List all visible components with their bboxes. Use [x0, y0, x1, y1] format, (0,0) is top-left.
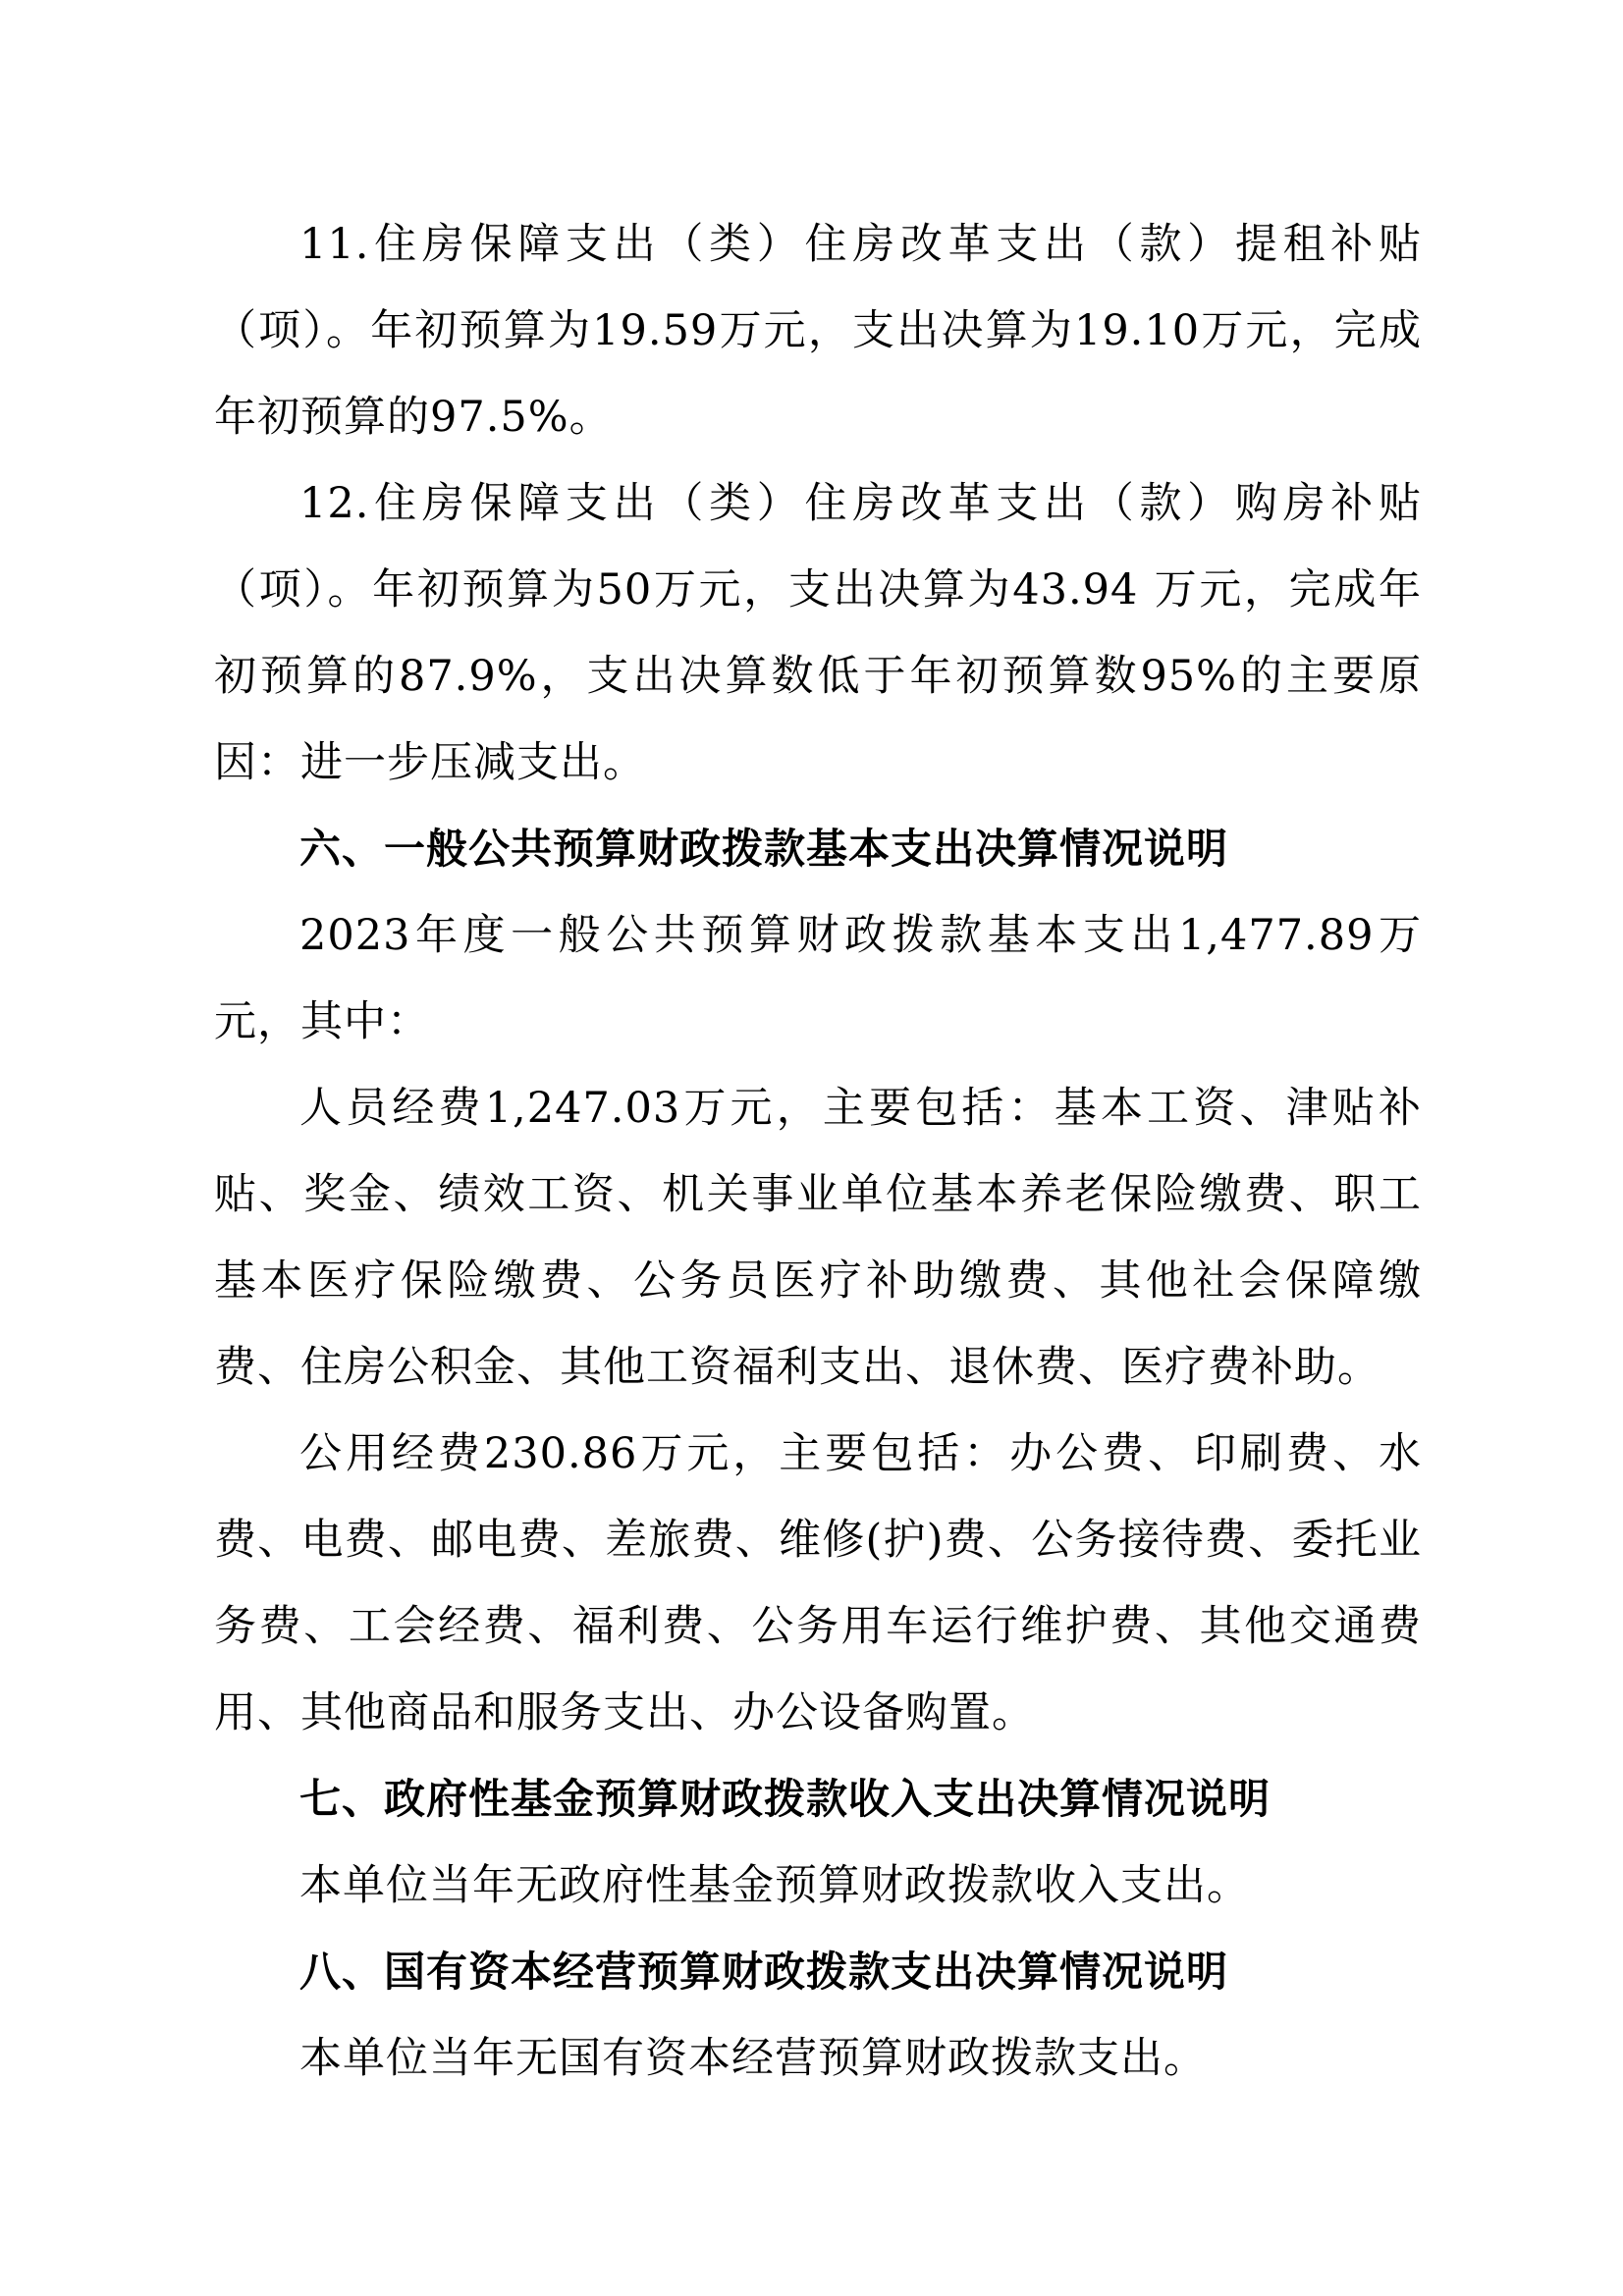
paragraph-personnel-expenses: 人员经费1,247.03万元，主要包括：基本工资、津贴补贴、奖金、绩效工资、机关事业单位基本养老保险缴费、职工基本医疗保险缴费、公务员医疗补助缴费、其他社会保障缴费、住房公积金、其他工资福利支出、退休费、医疗费补助。: [214, 1084, 1422, 1392]
paragraph-item-11-housing-rent-subsidy: 11.住房保障支出（类）住房改革支出（款）提租补贴（项）。年初预算为19.59万元，支出决算为19.10万元，完成年初预算的97.5%。: [214, 220, 1422, 442]
paragraph-government-fund: 本单位当年无政府性基金预算财政拨款收入支出。: [299, 1861, 1250, 1910]
paragraph-public-expenses: 公用经费230.86万元，主要包括：办公费、印刷费、水费、电费、邮电费、差旅费、维修(护)费、公务接待费、委托业务费、工会经费、福利费、公务用车运行维护费、其他交通费用、其他商品和服务支出、办公设备购置。: [214, 1429, 1422, 1737]
paragraph-basic-expenditure-total: 2023年度一般公共预算财政拨款基本支出1,477.89万元，其中：: [214, 911, 1422, 1046]
document-body: [214, 201, 1422, 2102]
section-heading-6: 六、一般公共预算财政拨款基本支出决算情况说明: [299, 825, 1229, 873]
section-heading-8: 八、国有资本经营预算财政拨款支出决算情况说明: [299, 1948, 1229, 1996]
section-heading-7: 七、政府性基金预算财政拨款收入支出决算情况说明: [299, 1775, 1271, 1823]
paragraph-item-12-housing-purchase-subsidy: 12.住房保障支出（类）住房改革支出（款）购房补贴（项）。年初预算为50万元，支出决算为43.94 万元，完成年初预算的87.9%，支出决算数低于年初预算数95%的主要原因：进一步压减支出。: [214, 479, 1422, 787]
paragraph-state-capital: 本单位当年无国有资本经营预算财政拨款支出。: [299, 2034, 1207, 2083]
